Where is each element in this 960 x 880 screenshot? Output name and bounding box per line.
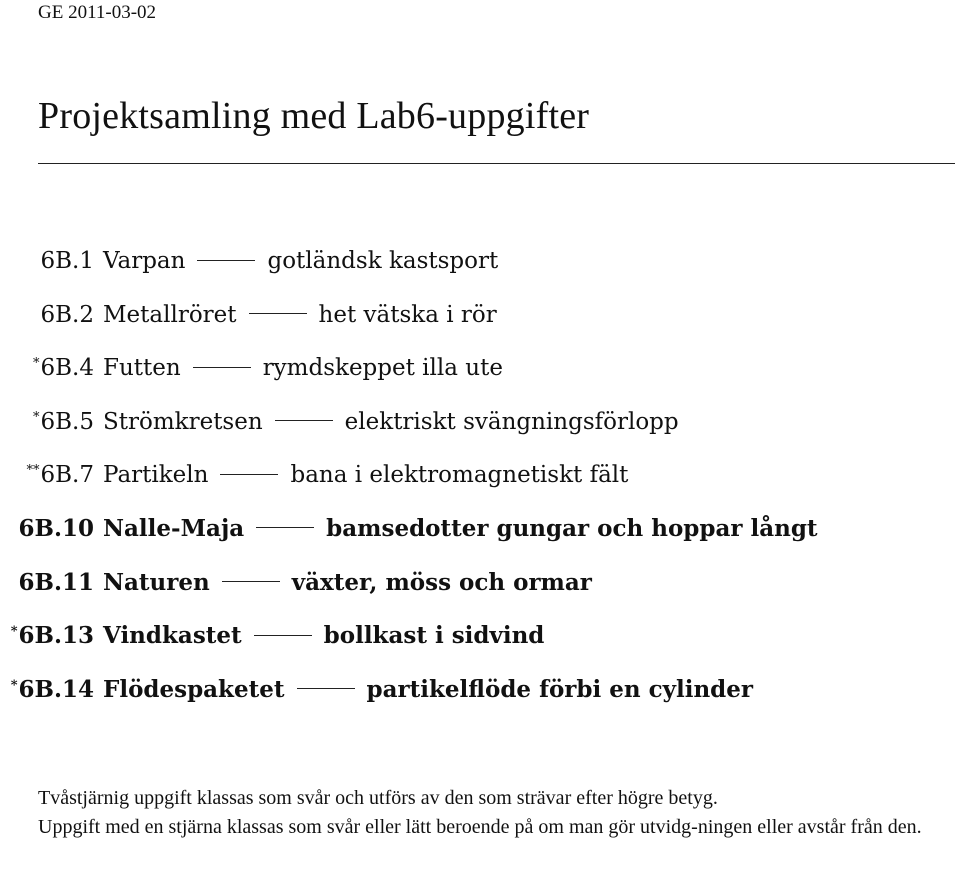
- task-number: 6B.2: [40, 301, 94, 328]
- em-dash: [275, 420, 333, 421]
- task-name: Naturen: [103, 568, 210, 596]
- task-description: växter, möss och ormar: [291, 568, 592, 596]
- task-name: Varpan: [103, 248, 186, 274]
- task-item: [0, 347, 960, 401]
- task-title: [103, 240, 498, 282]
- difficulty-stars: *: [10, 624, 18, 640]
- task-name: Metallröret: [103, 301, 237, 328]
- difficulty-stars: **: [26, 463, 40, 479]
- task-title: [103, 615, 544, 657]
- task-title: [103, 347, 503, 389]
- em-dash: [222, 581, 280, 582]
- task-title: [103, 454, 628, 496]
- task-item: [0, 562, 960, 616]
- task-name: Flödespaketet: [103, 675, 285, 703]
- task-number: 6B.1: [40, 248, 94, 274]
- task-item: [0, 508, 960, 562]
- task-item: [0, 454, 960, 508]
- task-name: Futten: [103, 355, 181, 382]
- task-name: Vindkastet: [103, 622, 242, 650]
- task-description: rymdskeppet illa ute: [262, 355, 503, 382]
- task-description: partikelflöde förbi en cylinder: [366, 675, 754, 703]
- task-number: 6B.11: [18, 568, 94, 596]
- task-description: elektriskt svängningsförlopp: [344, 408, 679, 435]
- task-title: [103, 562, 592, 604]
- task-item: [0, 240, 960, 294]
- title-divider: [38, 163, 955, 164]
- task-number: **6B.7: [26, 462, 94, 489]
- em-dash: [220, 474, 278, 475]
- task-description: gotländsk kastsport: [267, 248, 499, 274]
- task-number: *6B.5: [33, 408, 94, 435]
- task-item: [0, 294, 960, 348]
- task-number: 6B.10: [18, 514, 94, 542]
- em-dash: [193, 367, 251, 368]
- task-title: [103, 401, 679, 443]
- task-name: Partikeln: [103, 462, 209, 489]
- em-dash: [256, 527, 314, 528]
- task-name: Strömkretsen: [103, 408, 263, 435]
- difficulty-stars: *: [33, 356, 40, 372]
- task-number: *6B.13: [10, 622, 94, 650]
- em-dash: [297, 688, 355, 689]
- difficulty-footnote: [38, 784, 953, 842]
- footnote-one-star: Uppgift med en stjärna klassas som svår eller lätt beroende på om man gör utvidg-ningen eller avstår från den.: [38, 816, 922, 838]
- task-description: bollkast i sidvind: [323, 622, 545, 650]
- task-description: het vätska i rör: [318, 301, 497, 328]
- task-number: *6B.4: [33, 355, 94, 382]
- header-date: GE 2011-03-02: [38, 2, 157, 23]
- task-item: [0, 669, 960, 723]
- difficulty-stars: *: [10, 677, 18, 693]
- em-dash: [254, 635, 312, 636]
- task-number: *6B.14: [10, 675, 94, 703]
- page-title: Projektsamling med Lab6-uppgifter: [38, 95, 590, 137]
- task-item: [0, 401, 960, 455]
- difficulty-stars: *: [33, 409, 40, 425]
- task-description: bana i elektromagnetiskt fält: [290, 462, 629, 489]
- footnote-two-star: Tvåstjärnig uppgift klassas som svår och utförs av den som strävar efter högre betyg.: [38, 787, 718, 809]
- task-title: [103, 508, 818, 550]
- task-name: Nalle-Maja: [103, 514, 245, 542]
- task-description: bamsedotter gungar och hoppar långt: [326, 514, 818, 542]
- task-item: [0, 615, 960, 669]
- task-list: [0, 240, 960, 722]
- task-title: [103, 669, 753, 711]
- em-dash: [197, 260, 255, 261]
- task-title: [103, 294, 497, 336]
- em-dash: [249, 313, 307, 314]
